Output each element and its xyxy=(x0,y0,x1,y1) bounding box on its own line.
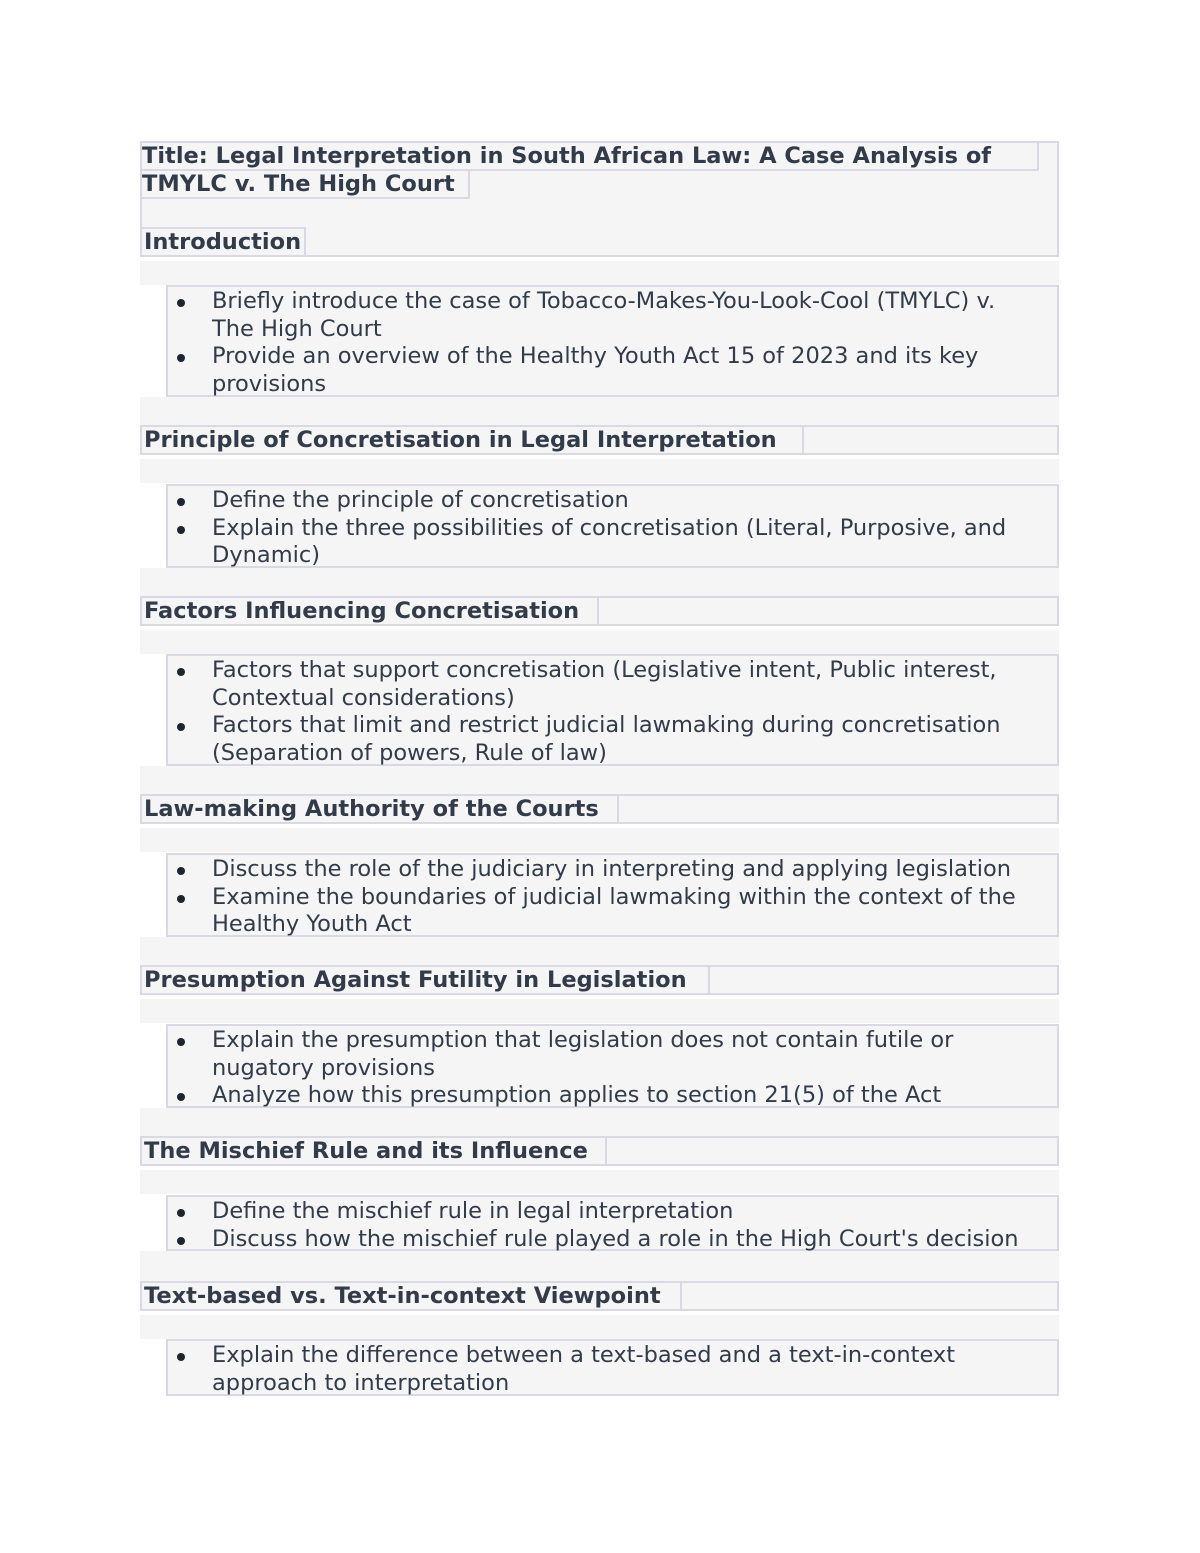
section-list-lawmaking xyxy=(166,853,1059,937)
spacer xyxy=(140,828,1059,852)
section-heading-text-based: Text-based vs. Text-in-context Viewpoint xyxy=(140,1281,682,1311)
section-heading-futility: Presumption Against Futility in Legislation xyxy=(140,965,710,995)
list-item: Factors that support concretisation (Legislative intent, Public interest, Contextual considerations) xyxy=(168,657,1057,712)
list-item: Define the principle of concretisation xyxy=(168,487,1057,515)
list-item: Examine the boundaries of judicial lawmaking within the context of the Healthy Youth Act xyxy=(168,884,1057,939)
section-heading-mischief: The Mischief Rule and its Influence xyxy=(140,1136,607,1166)
list-item: Discuss how the mischief rule played a role in the High Court's decision xyxy=(168,1226,1057,1254)
list-item: Explain the presumption that legislation does not contain futile or nugatory provisions xyxy=(168,1027,1057,1082)
section-list-concretisation xyxy=(166,484,1059,568)
section-heading-lawmaking: Law-making Authority of the Courts xyxy=(140,794,619,824)
spacer xyxy=(140,766,1059,794)
section-list-futility xyxy=(166,1024,1059,1108)
list-item: Explain the three possibilities of concretisation (Literal, Purposive, and Dynamic) xyxy=(168,515,1057,570)
list-item: Provide an overview of the Healthy Youth Act 15 of 2023 and its key provisions xyxy=(168,343,1057,398)
list-item: Define the mischief rule in legal interpretation xyxy=(168,1198,1057,1226)
list-item: Discuss the role of the judiciary in interpreting and applying legislation xyxy=(168,856,1057,884)
spacer xyxy=(140,1315,1059,1339)
list-item: Briefly introduce the case of Tobacco-Makes-You-Look-Cool (TMYLC) v. The High Court xyxy=(168,288,1057,343)
spacer xyxy=(140,397,1059,425)
section-heading-concretisation: Principle of Concretisation in Legal Interpretation xyxy=(140,425,804,455)
spacer xyxy=(140,1170,1059,1194)
section-heading-factors: Factors Influencing Concretisation xyxy=(140,596,599,626)
spacer xyxy=(140,630,1059,654)
spacer xyxy=(140,937,1059,965)
spacer xyxy=(140,1251,1059,1281)
spacer xyxy=(140,999,1059,1023)
spacer xyxy=(140,459,1059,483)
list-item: Factors that limit and restrict judicial lawmaking during concretisation (Separation of powers, Rule of law) xyxy=(168,712,1057,767)
doc-title-line1: Title: Legal Interpretation in South African Law: A Case Analysis of xyxy=(142,143,992,169)
list-item: Analyze how this presumption applies to section 21(5) of the Act xyxy=(168,1082,1057,1110)
section-list-text-based xyxy=(166,1339,1059,1396)
spacer xyxy=(140,1108,1059,1136)
section-list-mischief xyxy=(166,1195,1059,1251)
spacer xyxy=(140,568,1059,596)
list-item: Explain the difference between a text-based and a text-in-context approach to interpretation xyxy=(168,1342,1057,1397)
section-heading-introduction: Introduction xyxy=(140,227,306,257)
section-list-introduction xyxy=(166,285,1059,397)
section-list-factors xyxy=(166,654,1059,766)
spacer xyxy=(140,261,1059,285)
doc-title-line2: TMYLC v. The High Court xyxy=(142,171,455,197)
